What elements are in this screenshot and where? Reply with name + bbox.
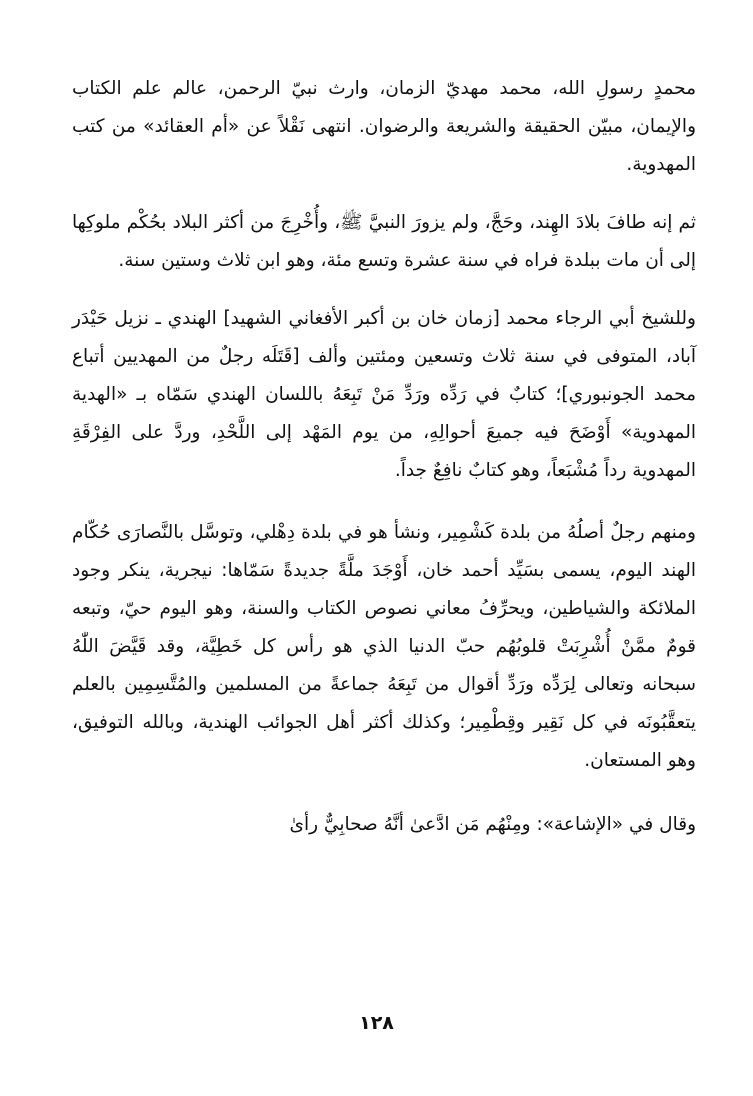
page-number: ١٢٨ — [359, 1012, 394, 1034]
paragraph-3: وللشيخ أبي الرجاء محمد [زمان خان بن أكبر الأفغاني الشهيد] الهندي ـ نزيل حَيْدَر آباد، المتوفى في سنة ثلاث وتسعين ومئتين وألف [قَتَلَه رجلٌ من المهديين أتباع محمد الجونبوري]؛ كتابٌ في رَدِّه ورَدِّ مَنْ تَبِعَهُ باللسان الهندي سَمّاه بـ «الهدية المهدوية» أَوْضَحَ فيه جميعَ أحوالِهِ، من يوم المَهْد إلى اللَّحْدِ، وردَّ على الفِرْقَةِ المهدوية رداً مُشْبَعاً، وهو كتابٌ نافِعٌ جداً. — [72, 308, 696, 481]
paragraph-4: ومنهم رجلٌ أصلُهُ من بلدة كَشْمِير، ونشأ هو في بلدة دِهْلي، وتوسَّل بالنَّصارَى حُكّام الهند اليوم، يسمى بسَيِّد أحمد خان، أَوْجَدَ ملَّةً جديدةً سَمّاها: نيجرية، ينكر وجود الملائكة والشياطين، ويحرِّفُ معاني نصوص الكتاب والسنة، وهو اليوم حيّ، وتبعه قومٌ ممَّنْ أُشْرِبَتْ قلوبُهُم حبّ الدنيا الذي هو رأس كل خَطِيَّة، وقد قَيَّضَ اللّٰهُ سبحانه وتعالى لِرَدِّه ورَدِّ أقوال من تَبِعَهُ جماعةً من المسلمين والمُتَّسِمِين بالعلم يتعقَّبُونَه في كل نَقِير وقِطْمِير؛ وكذلك أكثر أهل الجوائب الهندية، وبالله التوفيق، وهو المستعان. — [72, 522, 696, 771]
paragraph-2: ثم إنه طافَ بلادَ الهِند، وحَجَّ، ولم يزورَ النبيَّ ﷺ، وأُخْرِجَ من أكثر البلاد بحُكْم ملوكِها إلى أن مات ببلدة فراه في سنة عشرة وتسع مئة، وهو ابن ثلاث وستين سنة. — [72, 212, 696, 271]
paragraph-1: محمدٍ رسولِ الله، محمد مهديّ الزمان، وارث نبيّ الرحمن، عالم علم الكتاب والإيمان، مبيّن الحقيقة والشريعة والرضوان. انتهى نَقْلاً عن «أم العقائد» من كتب المهدوية. — [72, 78, 696, 175]
page-body — [72, 70, 696, 844]
paragraph-5: وقال في «الإشاعة»: ومِنْهُم مَن ادَّعىٰ أنَّهُ صحابِيٌّ رأىٰ — [289, 814, 696, 835]
